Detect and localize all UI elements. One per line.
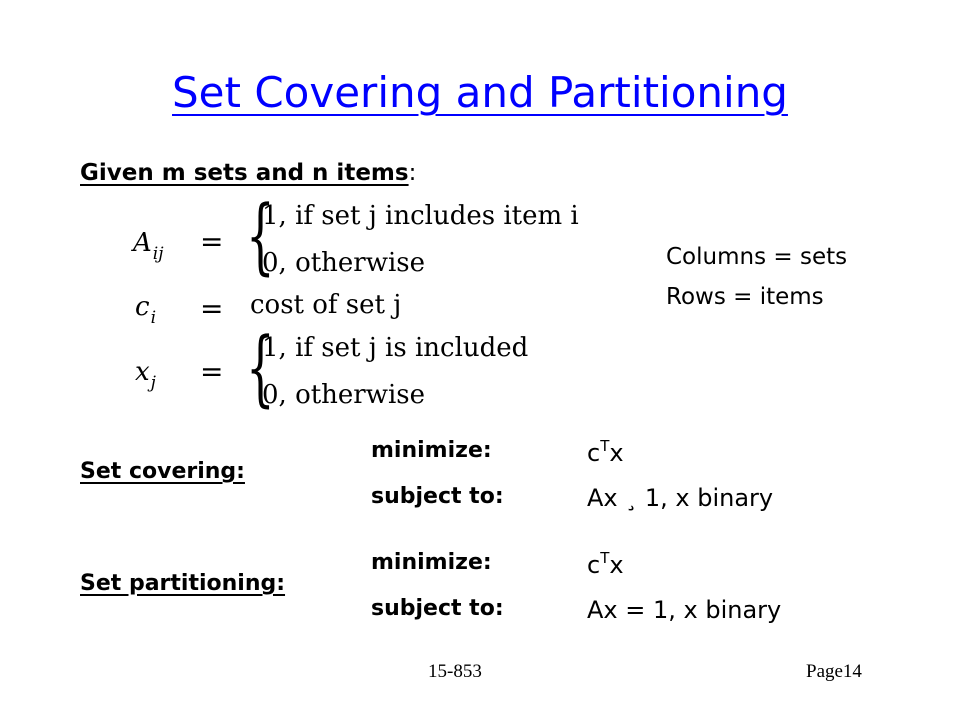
footer-course: 15-853	[428, 661, 482, 682]
covering-constraint: Ax ¸ 1, x binary	[587, 484, 774, 512]
covering-subject-label: subject to:	[371, 484, 504, 509]
set-covering-label: Set covering:	[80, 459, 245, 484]
c-value: cost of set j	[250, 290, 402, 320]
x-j-symbol	[135, 357, 156, 393]
x-subscript: j	[150, 373, 156, 393]
partitioning-objective-sup: T	[600, 549, 610, 567]
given-heading-text: Given m sets and n items	[80, 160, 409, 186]
covering-objective-sup: T	[600, 437, 610, 455]
c-equals: =	[200, 292, 224, 325]
a-brace: {	[246, 189, 275, 284]
c-subscript: i	[150, 308, 156, 328]
a-equals: =	[200, 225, 224, 258]
partitioning-minimize-label: minimize:	[371, 550, 492, 575]
x-equals: =	[200, 355, 224, 388]
partitioning-subject-label: subject to:	[371, 596, 504, 621]
set-partitioning-label: Set partitioning:	[80, 571, 286, 596]
covering-objective	[587, 437, 624, 467]
a-case-one: 1, if set j includes item i	[262, 201, 579, 231]
partitioning-constraint: Ax = 1, x binary	[587, 596, 782, 624]
a-case-zero: 0, otherwise	[262, 248, 426, 278]
given-heading-colon: :	[408, 160, 417, 186]
a-subscript: ij	[152, 244, 164, 264]
covering-objective-base: c	[587, 439, 601, 467]
a-ij-symbol	[133, 228, 164, 264]
c-i-symbol	[135, 292, 156, 328]
covering-minimize-label: minimize:	[371, 438, 492, 463]
x-symbol: x	[135, 357, 150, 387]
partitioning-objective-base: c	[587, 551, 601, 579]
partitioning-objective-var: x	[609, 551, 624, 579]
x-brace: {	[246, 321, 275, 416]
given-heading	[80, 160, 416, 186]
a-symbol: A	[133, 228, 152, 258]
columns-note: Columns = sets	[666, 244, 848, 270]
footer-page: Page14	[806, 661, 862, 682]
x-case-one: 1, if set j is included	[262, 333, 529, 363]
slide-title: Set Covering and Partitioning	[172, 68, 788, 117]
x-case-zero: 0, otherwise	[262, 380, 426, 410]
c-symbol: c	[135, 292, 150, 322]
partitioning-objective	[587, 549, 624, 579]
rows-note: Rows = items	[666, 284, 824, 310]
covering-objective-var: x	[609, 439, 624, 467]
